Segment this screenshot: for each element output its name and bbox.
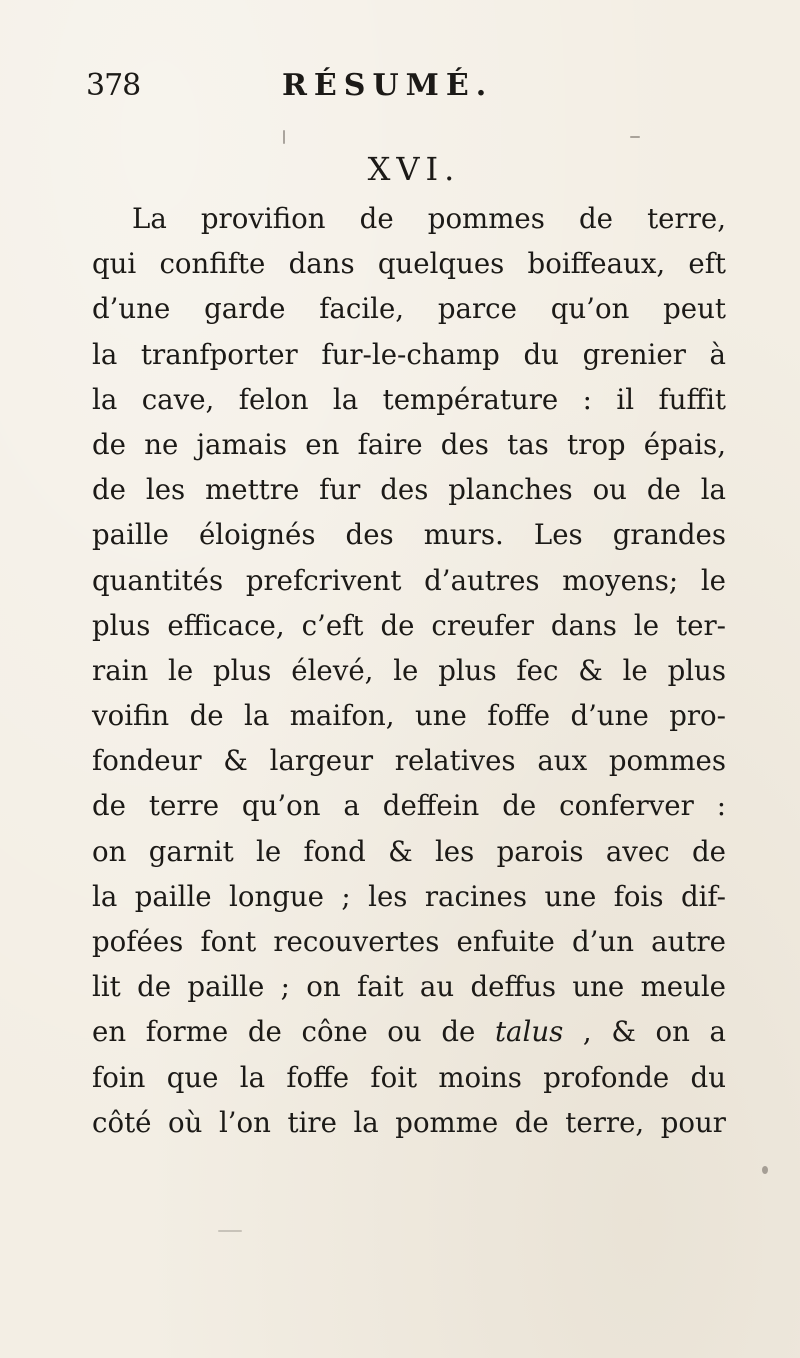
text-line: fondeur & largeur relatives aux pommes [92,744,726,778]
ink-speck [630,136,640,138]
running-title: RÉSUMÉ. [282,68,494,103]
text-line: de terre qu’on a deffein de conferver : [92,789,726,823]
running-head [86,66,506,106]
section-number: XVI. [367,150,461,188]
text-line: lit de paille ; on fait au deffus une meule [92,970,726,1004]
text-line: la paille longue ; les racines une fois dif- [92,879,726,913]
text-segment: , & on a [582,1015,726,1049]
text-line: voifin de la maifon, une foffe d’une pro- [92,699,726,733]
page-number: 378 [86,68,141,103]
text-line: La provifion de pommes de terre, [132,202,726,235]
text-line: foin que la foffe foit moins profonde du [92,1060,726,1094]
text-line: plus efficace, c’eft de creufer dans le ter- [92,608,726,642]
ink-speck [218,1230,242,1232]
body-text [92,196,726,1145]
text-line: paille éloignés des murs. Les grandes [92,518,726,552]
ink-speck [283,130,285,144]
text-line: rain le plus élevé, le plus fec & le plus [92,653,726,687]
text-line: pofées font recouvertes enfuite d’un autre [92,925,726,958]
text-line: on garnit le fond & les parois avec de [92,834,726,868]
ink-speck [762,1166,768,1174]
text-line: quantités prefcrivent d’autres moyens; le [92,563,726,597]
text-line-with-italic [92,1009,726,1054]
italic-term: talus [494,1015,564,1049]
text-line: de ne jamais en faire des tas trop épais, [92,427,726,461]
text-line: de les mettre fur des planches ou de la [92,473,726,507]
text-line: côté où l’on tire la pomme de terre, pour [92,1105,726,1139]
text-segment: en forme de cône ou de [92,1015,476,1049]
text-line: qui confifte dans quelques boiffeaux, eft [92,247,726,281]
text-line: la tranfporter fur-le-champ du grenier à [92,337,726,371]
text-line: la cave, felon la température : il fuffit [92,382,726,416]
text-line: d’une garde facile, parce qu’on peut [92,292,726,326]
